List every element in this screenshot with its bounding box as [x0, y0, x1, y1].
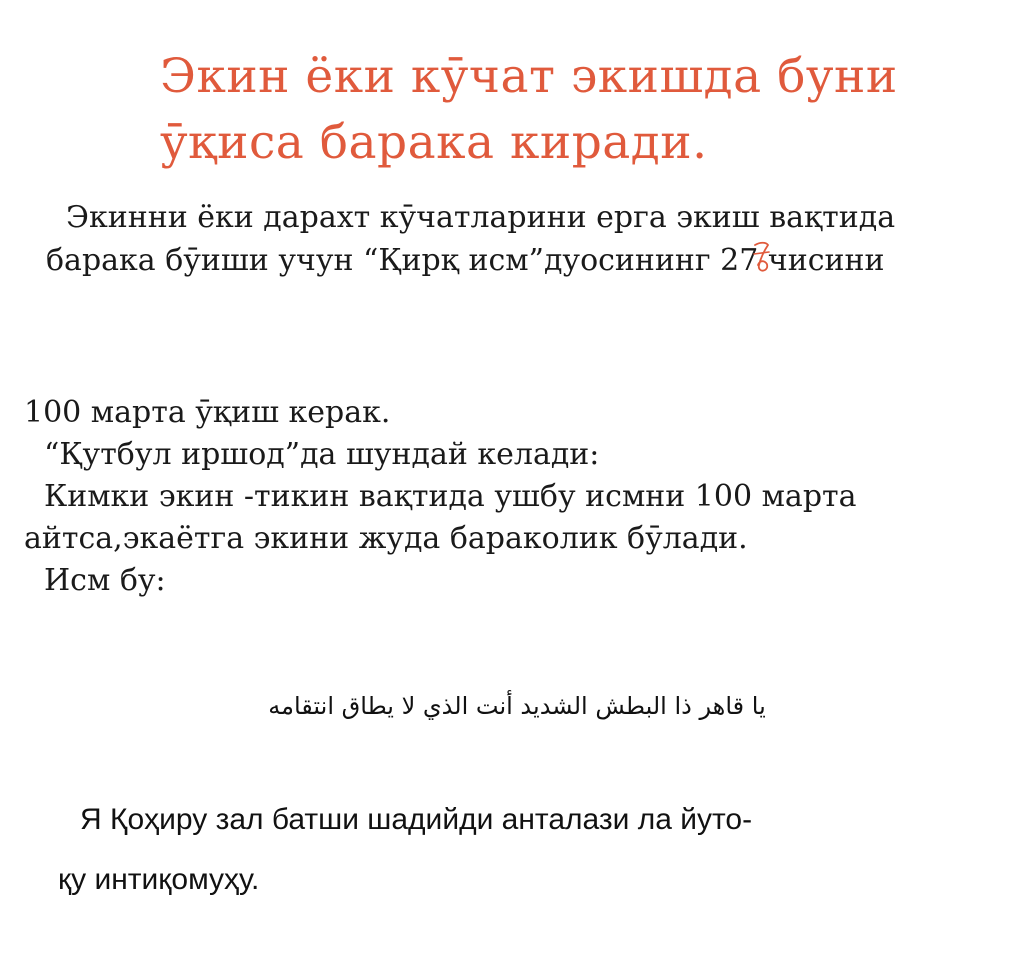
- body-line-4: айтса,экаётга экини жуда бараколик бӯлади.: [24, 521, 748, 556]
- intro-line-2: [46, 239, 885, 282]
- body-line-5: Исм бу:: [44, 563, 166, 598]
- transliteration-line-2: қу интиқомуҳу.: [58, 863, 260, 896]
- body-line-2: “Қутбул иршод”да шундай келади:: [44, 437, 600, 472]
- title-line-2: ӯқиса барака киради.: [160, 115, 708, 170]
- intro-line-2-end: чисини: [767, 243, 885, 278]
- title-line-1: Экин ёки кӯчат экишда буни: [160, 49, 898, 104]
- arabic-prayer-text: يا قاهر ذا البطش الشديد أنت الذي لا يطاق انتقامه: [268, 692, 766, 720]
- intro-line-2-start: барака бӯиши учун “Қирқ исм”дуосининг 2: [46, 243, 740, 278]
- handwritten-correction-icon: [753, 239, 771, 275]
- struck-digit: 7: [739, 243, 759, 278]
- transliteration-line-1: Я Қоҳиру зал батши шадийди анталази ла йуто-: [80, 803, 753, 836]
- body-line-1: 100 марта ӯқиш керак.: [24, 395, 391, 430]
- intro-line-1: Экинни ёки дарахт кӯчатларини ерга экиш вақтида: [66, 200, 896, 235]
- page-title: [160, 44, 1000, 176]
- struck-number: [739, 243, 758, 278]
- body-line-3: Кимки экин -тикин вақтида ушбу исмни 100 марта: [44, 479, 857, 514]
